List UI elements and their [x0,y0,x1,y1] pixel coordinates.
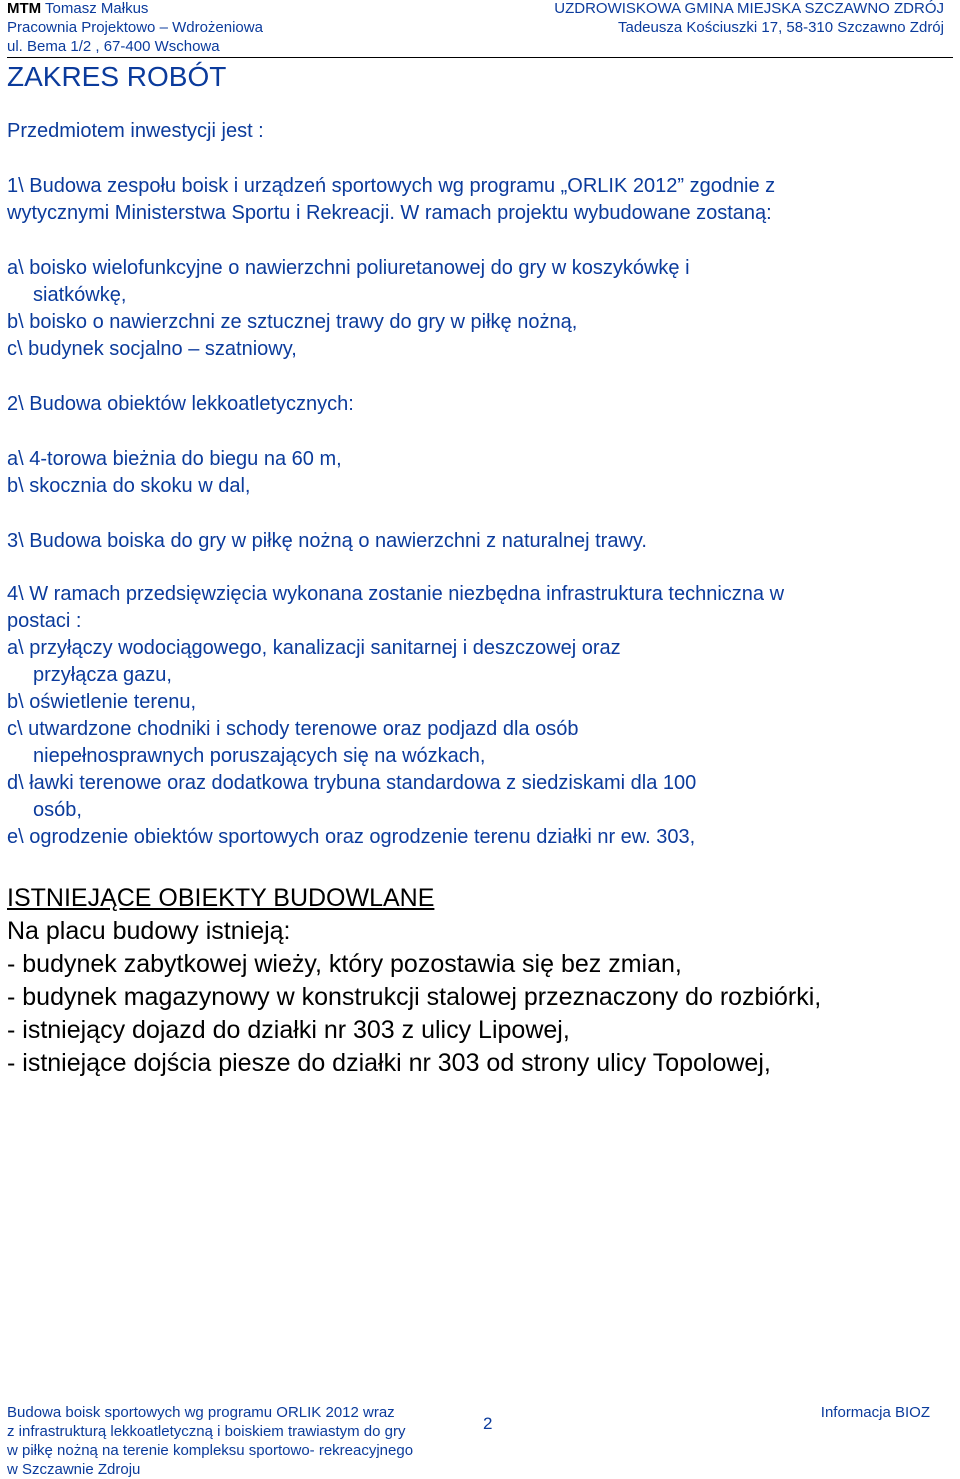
item4-d-line1: d\ ławki terenowe oraz dodatkowa trybuna standardowa z siedziskami dla 100 [7,772,697,794]
item4-b: b\ oświetlenie terenu, [7,691,197,713]
existing-heading: ISTNIEJĄCE OBIEKTY BUDOWLANE [7,884,435,912]
footer-project-line2: z infrastrukturą lekkoatletyczną i boiskiem trawiastym do gry [7,1423,406,1440]
item4-e: e\ ogrodzenie obiektów sportowych oraz ogrodzenie terenu działki nr ew. 303, [7,826,696,848]
header-divider [7,57,953,58]
header-author [7,0,148,18]
item2-b: b\ skocznia do skoku w dal, [7,475,251,497]
existing-item-3: - istniejący dojazd do działki nr 303 z ulicy Lipowej, [7,1016,570,1044]
header-company-abbr: MTM [7,0,42,17]
item1-c: c\ budynek socjalno – szatniowy, [7,338,297,360]
item4-d-line2: osób, [33,799,82,821]
item4-line2: postaci : [7,610,82,632]
item4-line1: 4\ W ramach przedsięwzięcia wykonana zostanie niezbędna infrastruktura techniczna w [7,583,785,605]
header-author-name: Tomasz Małkus [41,0,149,17]
item2-heading: 2\ Budowa obiektów lekkoatletycznych: [7,393,354,415]
item4-a-line2: przyłącza gazu, [33,664,172,686]
existing-item-2: - budynek magazynowy w konstrukcji stalowej przeznaczony do rozbiórki, [7,983,822,1011]
intro-text: Przedmiotem inwestycji jest : [7,120,264,142]
header-office-name: Pracownia Projektowo – Wdrożeniowa [7,19,263,36]
item4-c-line2: niepełnosprawnych poruszających się na wózkach, [33,745,486,767]
item1-a-line2: siatkówkę, [33,284,127,306]
header-investor-address: Tadeusza Kościuszki 17, 58-310 Szczawno Zdrój [617,19,944,36]
page-number: 2 [483,1414,493,1433]
header-investor-name: UZDROWISKOWA GMINA MIEJSKA SZCZAWNO ZDRÓJ [554,0,944,17]
item1-a-line1: a\ boisko wielofunkcyjne o nawierzchni poliuretanowej do gry w koszykówkę i [7,257,690,279]
item2-a: a\ 4-torowa bieżnia do biegu na 60 m, [7,448,342,470]
header-office-address: ul. Bema 1/2 , 67-400 Wschowa [7,38,220,55]
existing-subheading: Na placu budowy istnieją: [7,917,291,945]
footer-document-type: Informacja BIOZ [820,1404,930,1421]
page-title: ZAKRES ROBÓT [7,61,227,92]
item4-a-line1: a\ przyłączy wodociągowego, kanalizacji sanitarnej i deszczowej oraz [7,637,621,659]
item1-line1: 1\ Budowa zespołu boisk i urządzeń sportowych wg programu „ORLIK 2012” zgodnie z [7,175,776,197]
item1-b: b\ boisko o nawierzchni ze sztucznej trawy do gry w piłkę nożną, [7,311,578,333]
existing-item-1: - budynek zabytkowej wieży, który pozostawia się bez zmian, [7,950,682,978]
footer-project-line1: Budowa boisk sportowych wg programu ORLIK 2012 wraz [7,1404,395,1421]
footer-project-line3: w piłkę nożną na terenie kompleksu sportowo- rekreacyjnego [7,1442,414,1459]
item3: 3\ Budowa boiska do gry w piłkę nożną o nawierzchni z naturalnej trawy. [7,530,647,552]
existing-item-4: - istniejące dojścia piesze do działki nr 303 od strony ulicy Topolowej, [7,1049,771,1077]
footer-project-line4: w Szczawnie Zdroju [7,1461,141,1478]
item1-line2: wytycznymi Ministerstwa Sportu i Rekreacji. W ramach projektu wybudowane zostaną: [7,202,772,224]
item4-c-line1: c\ utwardzone chodniki i schody terenowe oraz podjazd dla osób [7,718,579,740]
